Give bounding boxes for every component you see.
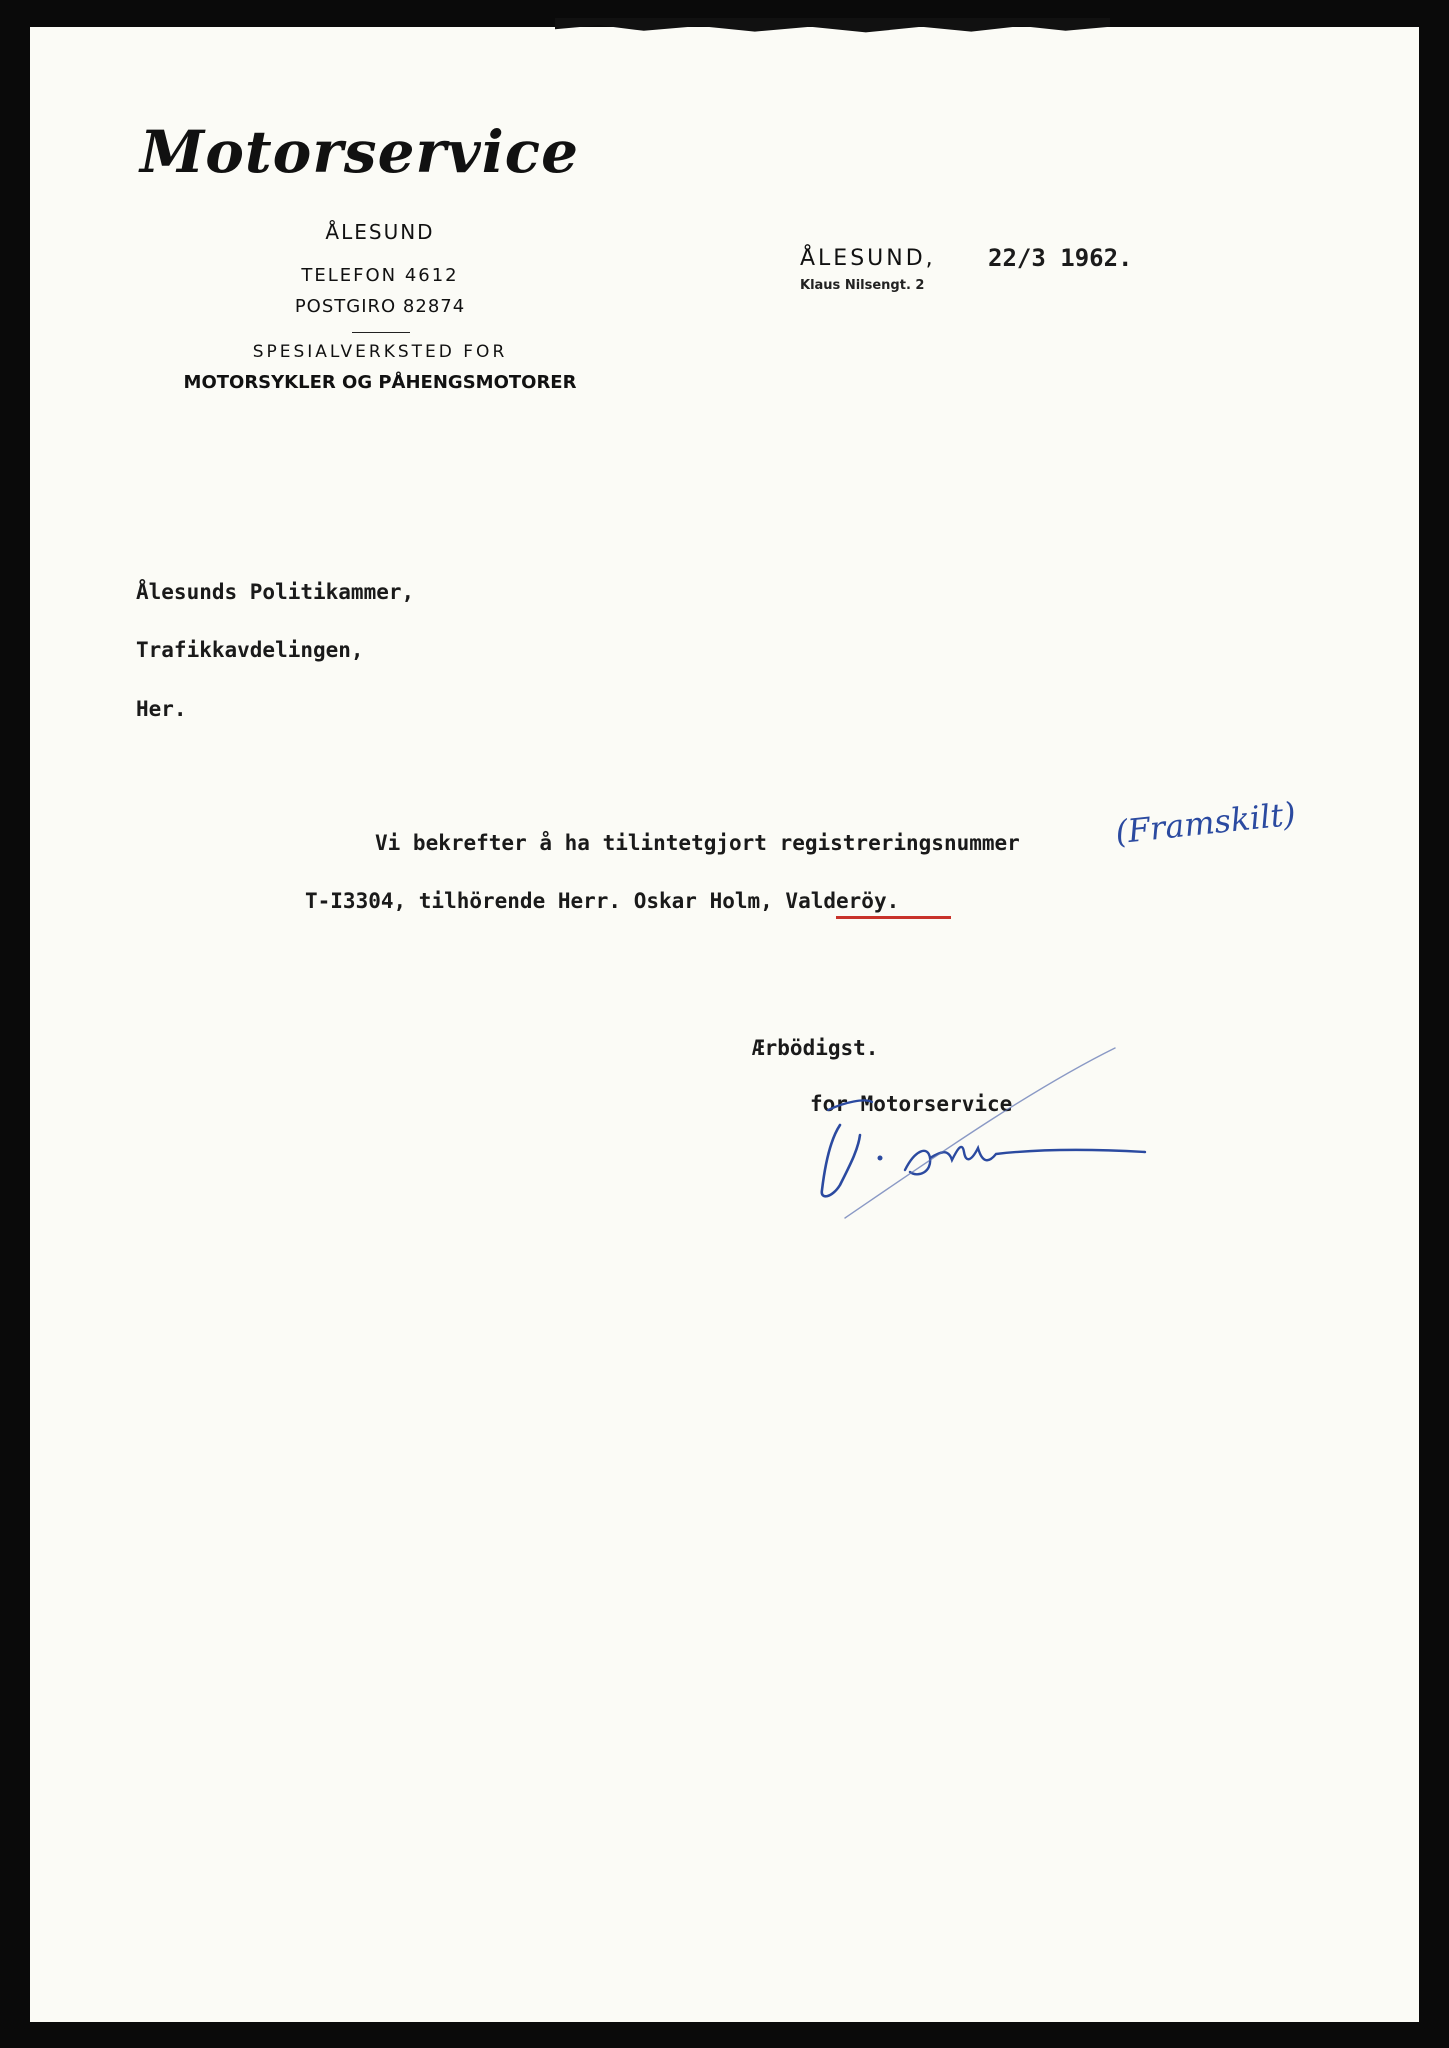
paper-sheet <box>30 27 1419 2022</box>
recipient-line-3: Her. <box>136 697 187 721</box>
signed-for-line: for Motorservice <box>810 1092 1013 1116</box>
handwritten-note: (Framskilt) <box>1113 794 1298 852</box>
letterhead-postgiro: POSTGIRO 82874 <box>294 296 466 317</box>
sender-street: Klaus Nilsengt. 2 <box>800 278 925 293</box>
closing-greeting: Ærbödigst. <box>752 1036 879 1060</box>
recipient-line-2: Trafikkavdelingen, <box>136 638 364 662</box>
body-line-1: Vi bekrefter å ha tilintetgjort registreringsnummer <box>375 831 1020 855</box>
letterhead-specialty-line2: MOTORSYKLER OG PÅHENGSMOTORER <box>183 372 577 393</box>
body-line-2: T-I3304, tilhörende Herr. Oskar Holm, Valderöy. <box>305 889 900 913</box>
letterhead-divider <box>352 332 410 333</box>
recipient-line-1: Ålesunds Politikammer, <box>136 580 415 604</box>
handwritten-signature <box>810 1040 1170 1230</box>
company-logo: Motorservice <box>140 118 579 186</box>
red-underline-mark <box>836 916 951 919</box>
letterhead-specialty-line1: SPESIALVERKSTED FOR <box>252 342 508 362</box>
letter-date: 22/3 1962. <box>988 244 1133 272</box>
letterhead-city: ÅLESUND <box>325 220 435 244</box>
letterhead-telefon: TELEFON 4612 <box>301 265 459 286</box>
sender-city: ÅLESUND, <box>800 246 936 271</box>
